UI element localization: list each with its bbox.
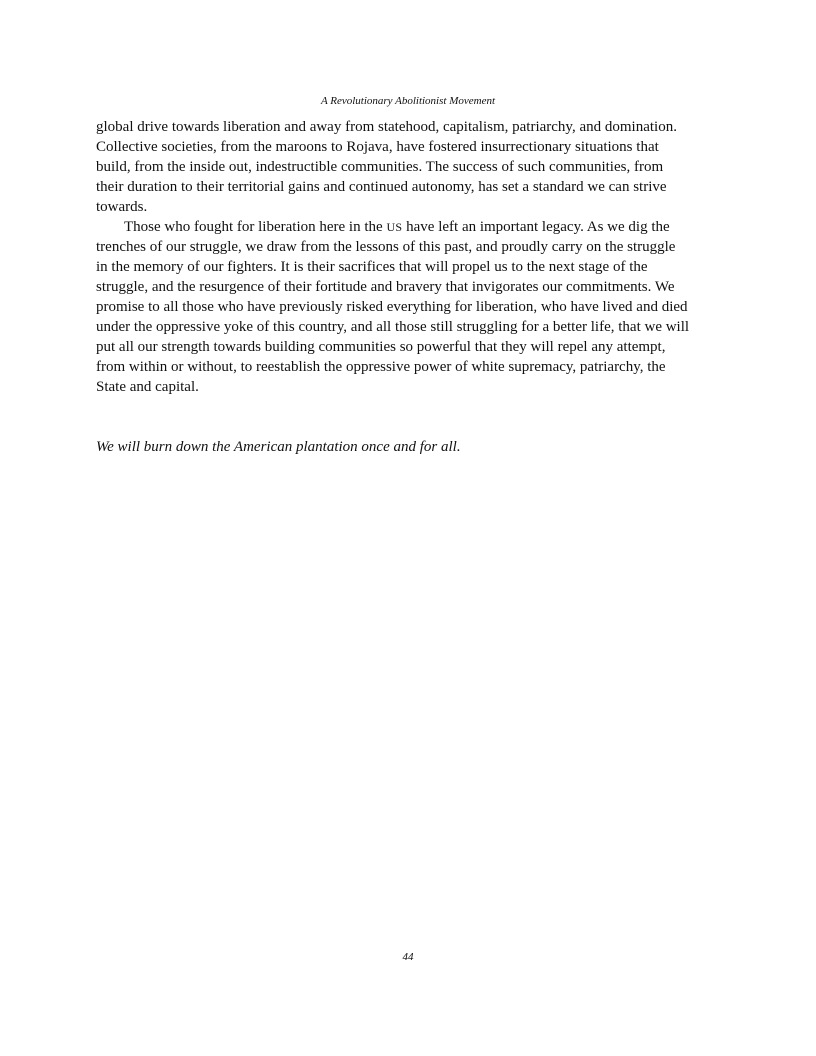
text-line: global drive towards liberation and away from statehood, capitalism, patriarchy, and domination. [96,119,677,135]
body-text [96,117,722,397]
page-number: 44 [402,951,414,963]
text-line: in the memory of our fighters. It is their sacrifices that will propel us to the next stage of the [96,259,648,275]
text-line: struggle, and the resurgence of their fortitude and bravery that invigorates our commitments. We [96,279,675,295]
text-line: trenches of our struggle, we draw from the lessons of this past, and proudly carry on the struggle [96,239,676,255]
text-line: Collective societies, from the maroons to Rojava, have fostered insurrectionary situations that [96,139,659,155]
text-line: their duration to their territorial gains and continued autonomy, has set a standard we can strive [96,179,667,195]
text-line: towards. [96,199,148,215]
text-line: under the oppressive yoke of this country, and all those still struggling for a better life, that we will [96,319,690,335]
text-line: State and capital. [96,379,199,395]
text-line: from within or without, to reestablish the oppressive power of white supremacy, patriarchy, the [96,359,666,375]
text-line: put all our strength towards building communities so powerful that they will repel any attempt, [96,339,666,355]
running-header: A Revolutionary Abolitionist Movement [320,95,496,107]
us-abbreviation: US [386,220,403,234]
text-segment: Those who fought for liberation here in the [124,219,387,235]
paragraph-2-first-line [96,217,722,237]
text-line: build, from the inside out, indestructible communities. The success of such communities, from [96,159,664,175]
text-segment: have left an important legacy. As we dig the [402,219,670,235]
closing-statement: We will burn down the American plantation once and for all. [96,439,461,455]
text-line: promise to all those who have previously risked everything for liberation, who have lived and died [96,299,688,315]
